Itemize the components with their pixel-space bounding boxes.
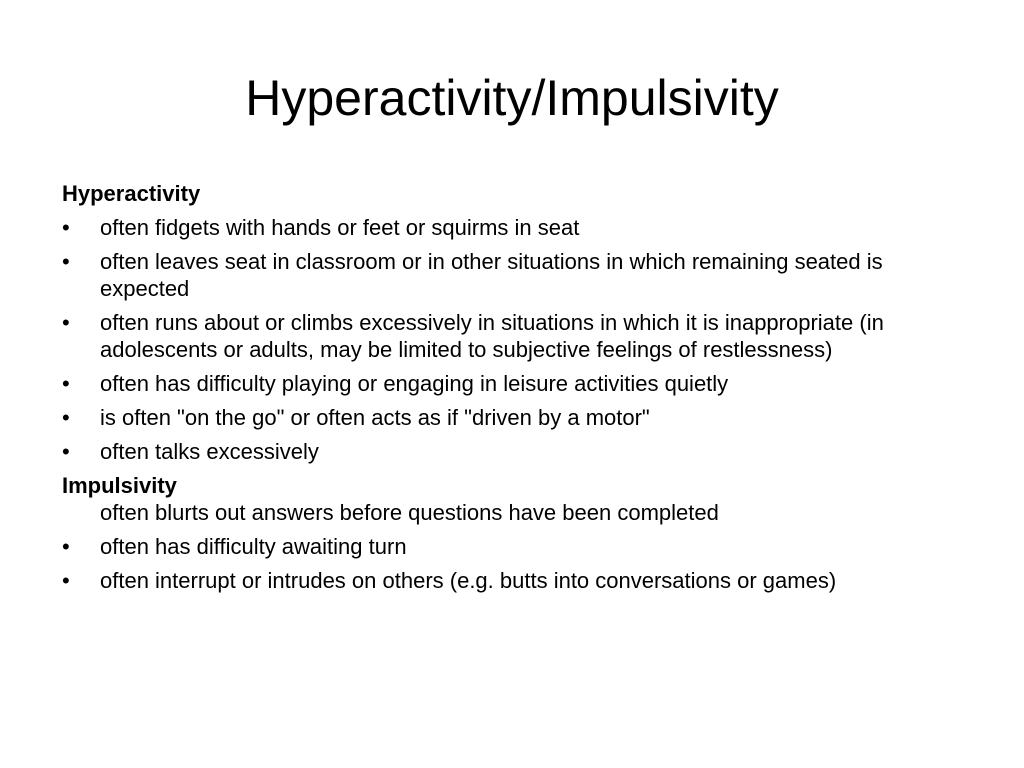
bullet-icon: •	[62, 249, 70, 274]
list-item	[62, 309, 942, 363]
list-item-text: often blurts out answers before questions have been completed	[100, 500, 719, 525]
list-item	[62, 248, 942, 302]
list-item	[62, 214, 942, 241]
bullet-icon: •	[62, 405, 70, 430]
bullet-icon: •	[62, 215, 70, 240]
list-item-text: is often "on the go" or often acts as if "driven by a motor"	[100, 405, 650, 430]
list-item-text: often interrupt or intrudes on others (e.g. butts into conversations or games)	[100, 568, 837, 593]
list-item-lead	[62, 499, 942, 526]
list-item-text: often fidgets with hands or feet or squirms in seat	[100, 215, 580, 240]
list-item-text: often talks excessively	[100, 439, 319, 464]
list-item	[62, 533, 942, 560]
section-heading-hyperactivity: Hyperactivity	[62, 181, 201, 206]
list-item-text: often has difficulty playing or engaging in leisure activities quietly	[100, 371, 729, 396]
list-item-text: often has difficulty awaiting turn	[100, 534, 407, 559]
bullet-icon: •	[62, 371, 70, 396]
bullet-icon: •	[62, 568, 70, 593]
list-item	[62, 370, 942, 397]
slide-body	[62, 180, 942, 601]
slide-title: Hyperactivity/Impulsivity	[245, 70, 779, 126]
bullet-icon: •	[62, 439, 70, 464]
list-item-text: often runs about or climbs excessively in situations in which it is inappropriate (in adolescents or adults, may be limited to subjective feelings of restlessness)	[100, 310, 884, 362]
section-heading-impulsivity: Impulsivity	[62, 473, 177, 498]
bullet-icon: •	[62, 310, 70, 335]
list-item	[62, 438, 942, 465]
bullet-icon: •	[62, 534, 70, 559]
list-item	[62, 567, 942, 594]
list-item	[62, 404, 942, 431]
list-item-text: often leaves seat in classroom or in other situations in which remaining seated is expected	[100, 249, 883, 301]
